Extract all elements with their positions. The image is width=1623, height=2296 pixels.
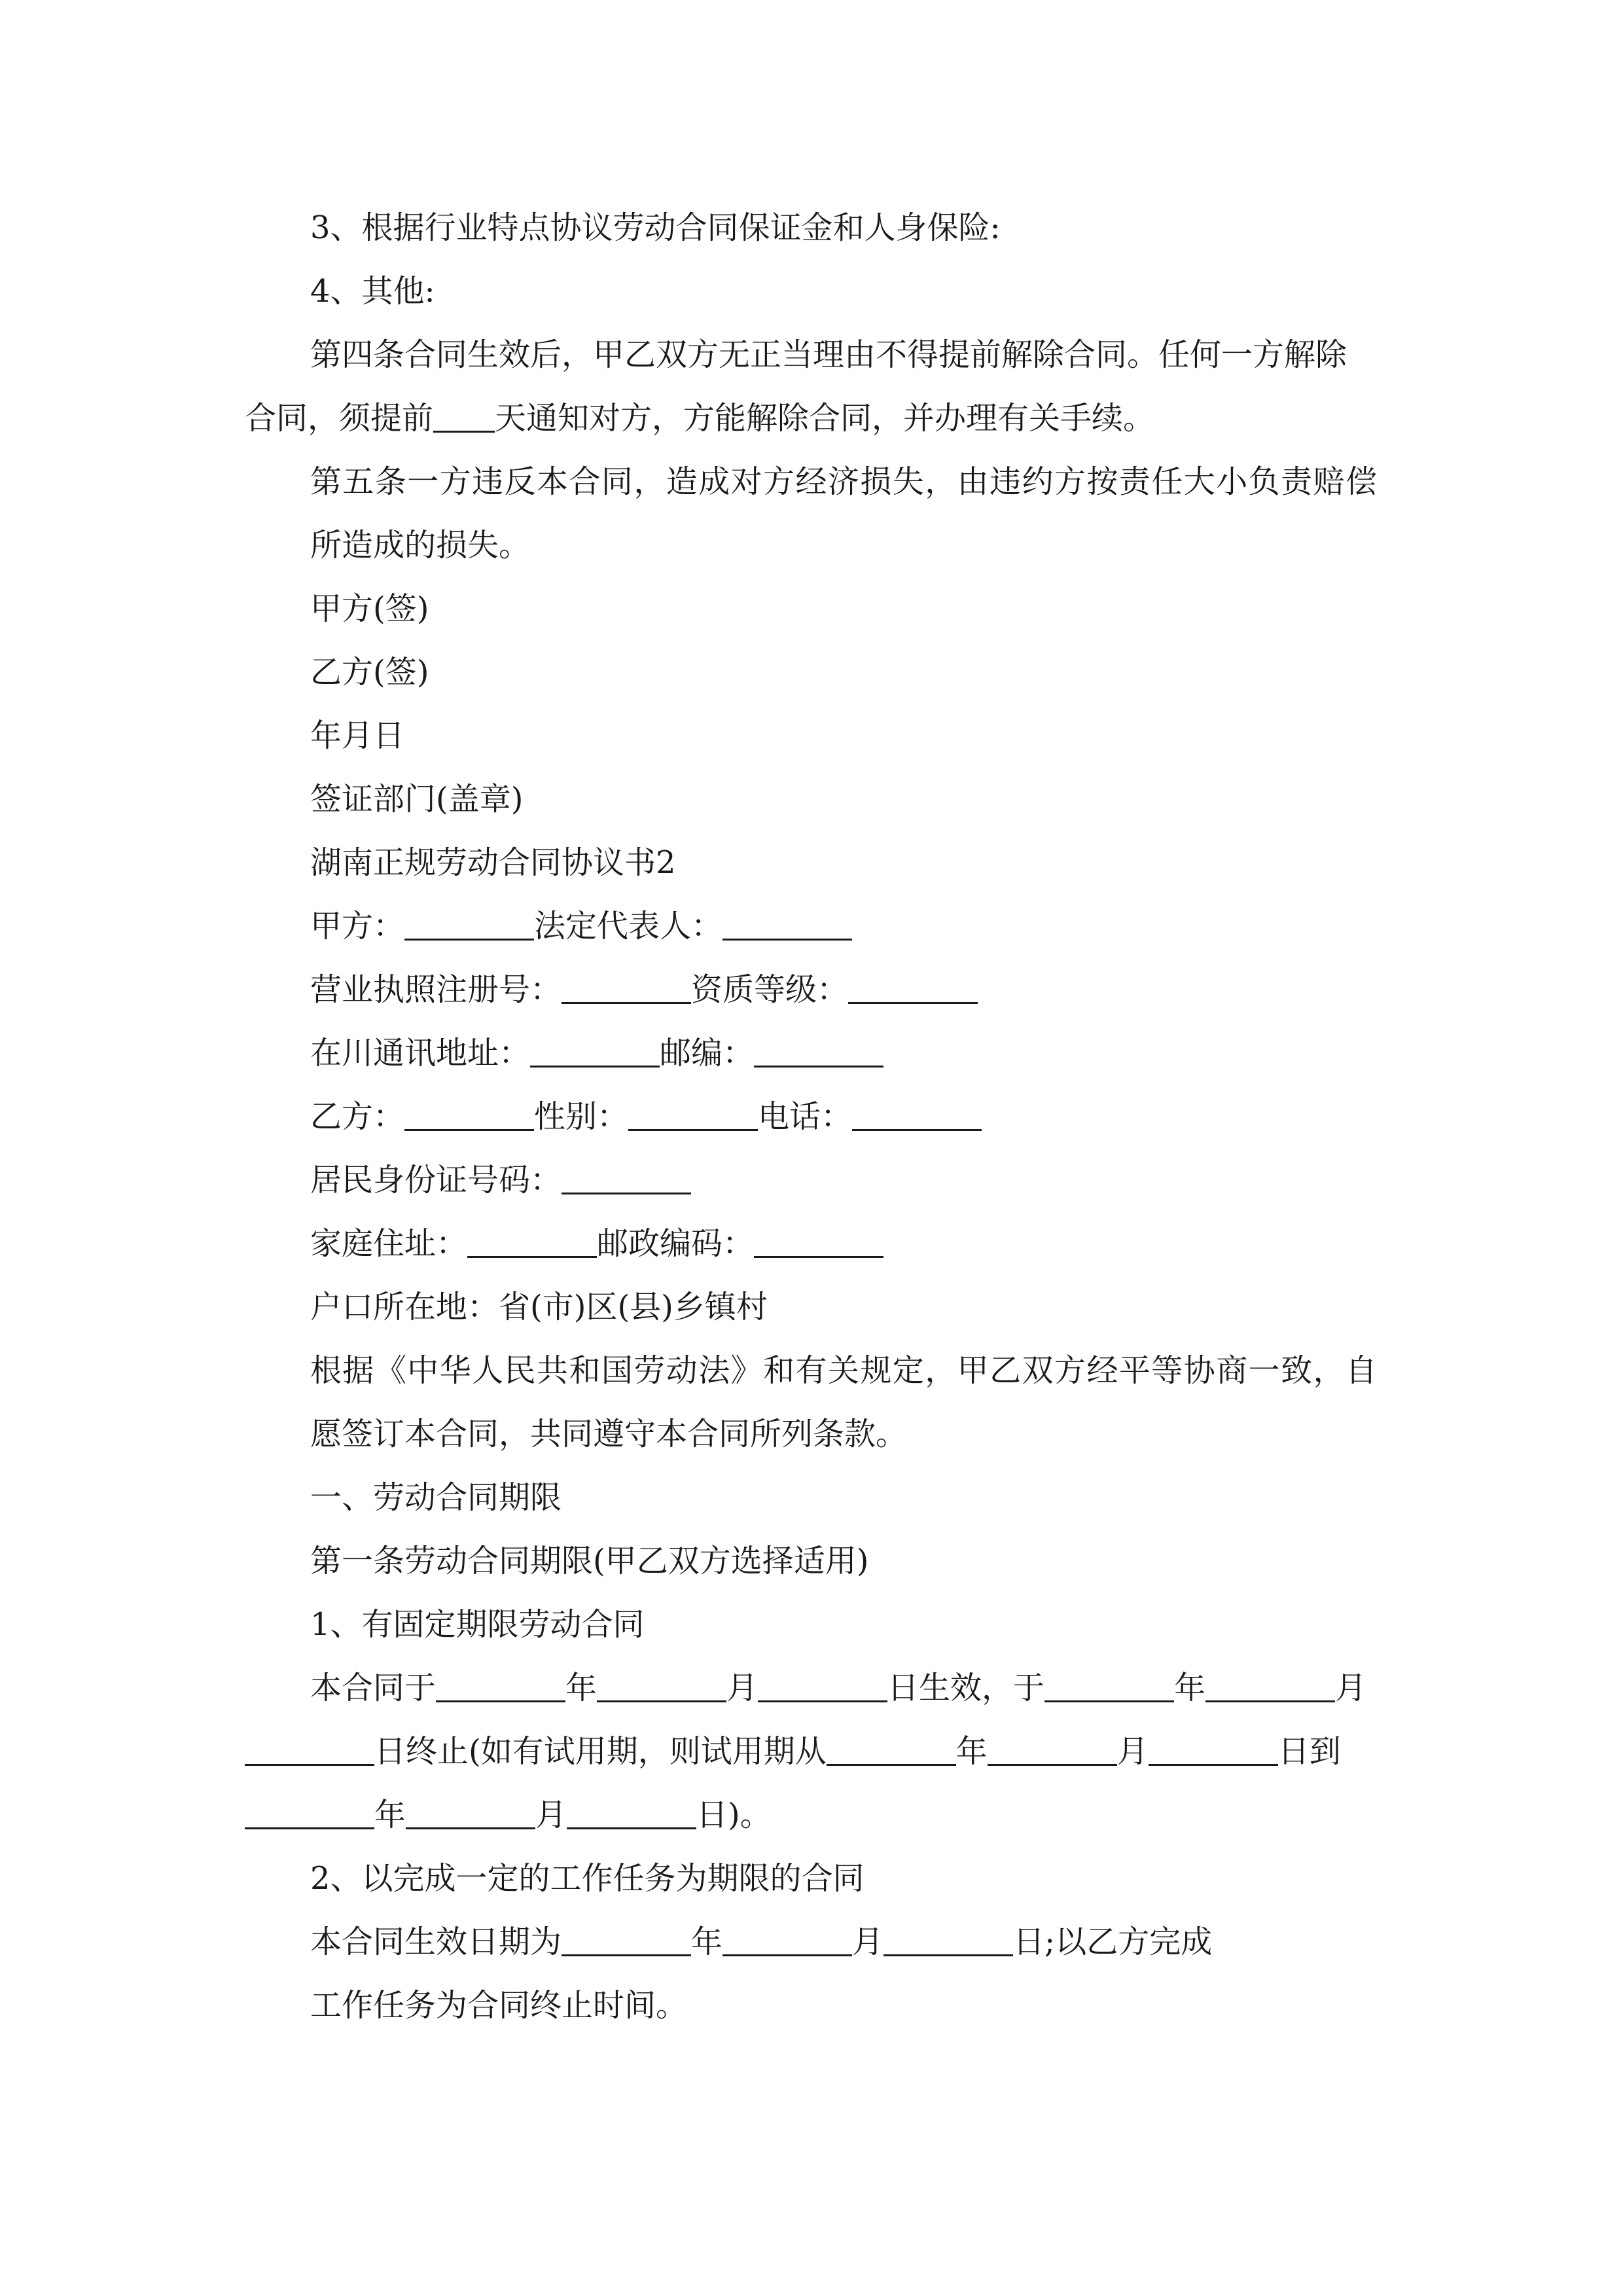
text: 一、劳动合同期限 xyxy=(310,1479,562,1516)
text: 合同，须提前 xyxy=(245,400,434,437)
blank-field-gender[interactable] xyxy=(628,1105,758,1131)
blank-field-license-no[interactable] xyxy=(562,978,691,1004)
blank-field-trial-start-year[interactable] xyxy=(827,1740,956,1766)
signature-party-b xyxy=(245,641,1377,704)
blank-field-postcode[interactable] xyxy=(754,1041,883,1067)
date-row-2 xyxy=(245,1720,1377,1784)
text: 日生效，于 xyxy=(887,1670,1045,1706)
label: 法定代表人： xyxy=(534,908,723,944)
paragraph-clause-4 xyxy=(245,260,1377,323)
text: 月 xyxy=(726,1670,758,1706)
text: 湖南正规劳动合同协议书2 xyxy=(310,844,676,881)
field-row-party-b xyxy=(245,1085,1377,1149)
blank-field-trial-end-day[interactable] xyxy=(567,1803,696,1829)
blank-field-id-number[interactable] xyxy=(562,1168,691,1194)
date-row-1 xyxy=(245,1657,1377,1720)
blank-field-effective-year[interactable] xyxy=(562,1930,691,1956)
article-1-title xyxy=(245,1530,1377,1593)
label: 性别： xyxy=(534,1098,629,1135)
field-row-id xyxy=(245,1149,1377,1212)
paragraph-article-5 xyxy=(245,450,1377,577)
task-term-title xyxy=(245,1847,1377,1910)
blank-field-legal-rep[interactable] xyxy=(722,914,852,941)
signature-party-a xyxy=(245,577,1377,641)
text: 年 xyxy=(955,1733,988,1770)
label: 在川通讯地址： xyxy=(310,1035,531,1071)
label: 甲方： xyxy=(310,908,405,944)
paragraph-clause-3 xyxy=(245,196,1377,260)
blank-field-effective-day[interactable] xyxy=(883,1930,1013,1956)
text: 本合同生效日期为 xyxy=(310,1924,562,1960)
label: 乙方： xyxy=(310,1098,405,1135)
section-title xyxy=(245,831,1377,895)
text: 3、根据行业特点协议劳动合同保证金和人身保险: xyxy=(310,209,1001,246)
text: 月 xyxy=(1116,1733,1149,1770)
blank-field-party-a[interactable] xyxy=(404,914,534,941)
paragraph-article-4-line2 xyxy=(245,387,1377,450)
text: 日)。 xyxy=(696,1797,772,1833)
blank-field-trial-start-month[interactable] xyxy=(988,1740,1117,1766)
text: 4、其他: xyxy=(310,273,435,310)
blank-field-effective-month[interactable] xyxy=(722,1930,852,1956)
signature-dept xyxy=(245,768,1377,831)
text: 工作任务为合同终止时间。 xyxy=(310,1987,688,2024)
text: 签证部门(盖章) xyxy=(310,781,524,817)
text: 年 xyxy=(565,1670,597,1706)
blank-field-phone[interactable] xyxy=(852,1105,982,1131)
text: 月 xyxy=(852,1924,884,1960)
blank-field-start-year[interactable] xyxy=(436,1676,565,1702)
blank-field-trial-end-month[interactable] xyxy=(406,1803,535,1829)
fixed-term-title xyxy=(245,1593,1377,1657)
text: 根据《中华人民共和国劳动法》和有关规定，甲乙双方经平等协商一致，自愿签订本合同，共同遵守本合同所列条款。 xyxy=(310,1352,1377,1452)
text: 年 xyxy=(1174,1670,1206,1706)
label: 居民身份证号码： xyxy=(310,1162,562,1198)
blank-field-end-month[interactable] xyxy=(1205,1676,1335,1702)
paragraph-article-4-line1 xyxy=(245,323,1377,387)
document-body xyxy=(245,196,1377,2037)
text: 日终止(如有试用期，则试用期从 xyxy=(374,1733,827,1770)
label: 邮编： xyxy=(660,1035,755,1071)
field-row-hukou xyxy=(245,1276,1377,1339)
text: 2、以完成一定的工作任务为期限的合同 xyxy=(310,1860,865,1897)
blank-field-trial-start-day[interactable] xyxy=(1149,1740,1278,1766)
blank-field-party-b[interactable] xyxy=(404,1105,534,1131)
blank-field-home-postcode[interactable] xyxy=(754,1232,883,1258)
text: 年 xyxy=(691,1924,723,1960)
text: 日;以乙方完成 xyxy=(1013,1924,1213,1960)
text: 第五条一方违反本合同，造成对方经济损失，由违约方按责任大小负责赔偿所造成的损失。 xyxy=(310,463,1377,564)
label: 家庭住址： xyxy=(310,1225,468,1262)
blank-field-address[interactable] xyxy=(530,1041,660,1067)
date-row-3 xyxy=(245,1784,1377,1847)
blank-field-start-day[interactable] xyxy=(758,1676,887,1702)
blank-field-start-month[interactable] xyxy=(597,1676,726,1702)
text: 本合同于 xyxy=(310,1670,437,1706)
text: 户口所在地：省(市)区(县)乡镇村 xyxy=(310,1289,768,1325)
blank-field-home-address[interactable] xyxy=(467,1232,597,1258)
text: 甲方(签) xyxy=(310,590,429,627)
field-row-party-a xyxy=(245,895,1377,958)
label: 资质等级： xyxy=(691,971,849,1008)
label: 邮政编码： xyxy=(597,1225,755,1262)
text: 第一条劳动合同期限(甲乙双方选择适用) xyxy=(310,1543,869,1579)
text: 年月日 xyxy=(310,717,405,754)
blank-field-end-day[interactable] xyxy=(245,1740,374,1766)
paragraph-preamble xyxy=(245,1339,1377,1466)
text: 日到 xyxy=(1277,1733,1341,1770)
blank-field-end-year[interactable] xyxy=(1044,1676,1174,1702)
label: 营业执照注册号： xyxy=(310,971,562,1008)
blank-field-trial-end-year[interactable] xyxy=(245,1803,374,1829)
task-term-end xyxy=(245,1974,1377,2037)
blank-field-days[interactable] xyxy=(433,406,495,433)
field-row-license xyxy=(245,958,1377,1022)
field-row-address xyxy=(245,1022,1377,1085)
field-row-home xyxy=(245,1212,1377,1276)
label: 电话： xyxy=(758,1098,853,1135)
text: 天通知对方，方能解除合同，并办理有关手续。 xyxy=(495,400,1155,437)
task-date-row xyxy=(245,1910,1377,1974)
signature-date xyxy=(245,704,1377,768)
blank-field-qualification[interactable] xyxy=(848,978,978,1004)
text: 月 xyxy=(535,1797,567,1833)
text: 第四条合同生效后，甲乙双方无正当理由不得提前解除合同。任何一方解除 xyxy=(310,336,1347,373)
text: 年 xyxy=(374,1797,406,1833)
text: 月 xyxy=(1335,1670,1367,1706)
text: 乙方(签) xyxy=(310,654,429,691)
text: 1、有固定期限劳动合同 xyxy=(310,1606,645,1643)
heading-term xyxy=(245,1466,1377,1530)
